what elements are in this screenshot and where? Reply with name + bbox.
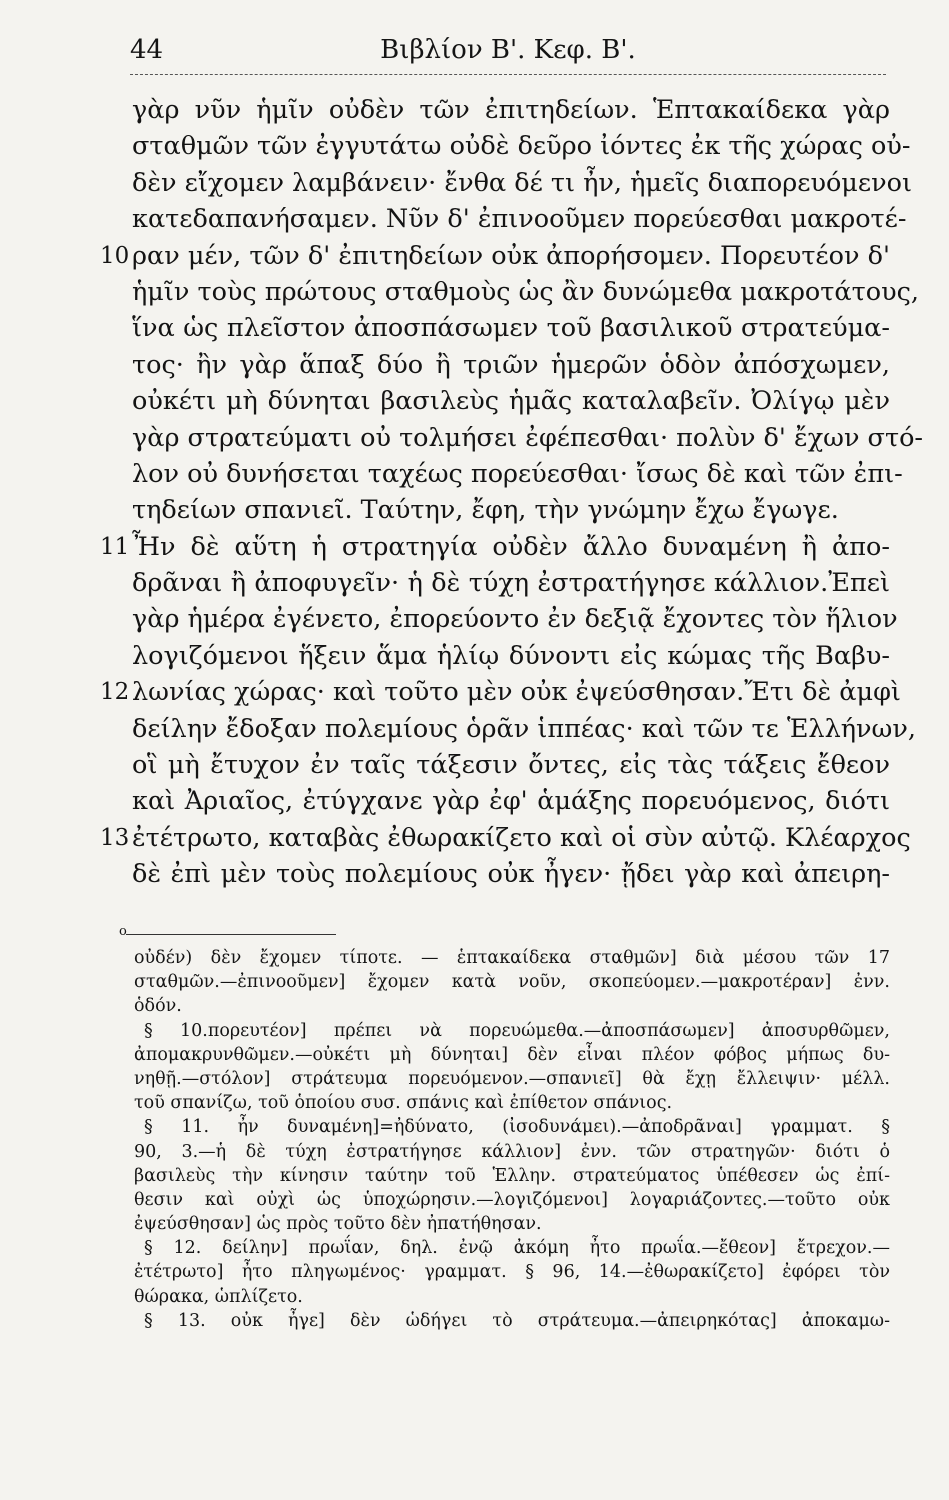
text-line: ραν μέν, τῶν δ' ἐπιτηδείων οὐκ ἀπορήσομεν. Πορευτέον δ'	[132, 240, 890, 271]
note-line: θώρακα, ὡπλίζετο.	[134, 1286, 303, 1307]
section-number: 11	[100, 533, 130, 560]
note-line: βασιλεὺς τὴν κίνησιν ταύτην τοῦ Ἑλλην. στρατεύματος ὑπέθεσεν ὡς ἐπί-	[134, 1165, 890, 1186]
text-line: λογιζόμενοι ἥξειν ἅμα ἡλίῳ δύνοντι εἰς κώμας τῆς Βαβυ-	[132, 640, 890, 671]
text-line: γὰρ στρατεύματι οὐ τολμήσει ἐφέπεσθαι· πολὺν δ' ἔχων στό-	[132, 422, 924, 453]
text-line: οὐκέτι μὴ δύνηται βασιλεὺς ἡμᾶς καταλαβεῖν. Ὀλίγῳ μὲν	[132, 386, 890, 417]
section-number: 10	[100, 242, 130, 269]
text-line: ἐτέτρωτο, καταβὰς ἐθωρακίζετο καὶ οἱ σὺν αὐτῷ. Κλέαρχος	[132, 822, 911, 853]
note-line: ὁδόν.	[134, 996, 182, 1017]
note-line: § 11. ἦν δυναμένη]=ἠδύνατο, (ἰσοδυνάμει).—ἀποδρᾶναι] γραμματ. §	[144, 1117, 890, 1138]
note-line: νηθῇ.—στόλον] στράτευμα πορευόμενον.—σπανιεῖ] θὰ ἔχῃ ἔλλειψιν· μέλλ.	[134, 1068, 890, 1089]
text-line: τος· ἢν γὰρ ἅπαξ δύο ἢ τριῶν ἡμερῶν ὁδὸν ἀπόσχωμεν,	[132, 349, 890, 380]
text-line: δείλην ἔδοξαν πολεμίους ὁρᾶν ἱππέας· καὶ τῶν τε Ἑλλήνων,	[132, 713, 916, 744]
note-line: § 10.πορευτέον] πρέπει νὰ πορευώμεθα.—ἀποσπάσωμεν] ἀποσυρθῶμεν,	[144, 1020, 890, 1041]
text-line: οἳ μὴ ἔτυχον ἐν ταῖς τάξεσιν ὄντες, εἰς τὰς τάξεις ἔθεον	[132, 750, 890, 781]
text-line: Ἦν δὲ αὕτη ἡ στρατηγία οὐδὲν ἄλλο δυναμένη ἢ ἀπο-	[132, 531, 890, 562]
header-rule	[130, 74, 886, 75]
section-number: 13	[100, 825, 130, 851]
note-line: θεσιν καὶ οὐχὶ ὡς ὑποχώρησιν.—λογιζόμενοι] λογαριάζοντες.—τοῦτο οὐκ	[134, 1189, 890, 1210]
note-line: § 12. δείλην] πρωΐαν, δηλ. ἐνῷ ἀκόμη ἦτο πρωΐα.—ἔθεον] ἔτρεχον.—	[144, 1238, 890, 1259]
text-line: λον οὐ δυνήσεται ταχέως πορεύεσθαι· ἴσως δὲ καὶ τῶν ἐπι-	[132, 458, 903, 489]
text-line: ἡμῖν τοὺς πρώτους σταθμοὺς ὡς ἂν δυνώμεθα μακροτάτους,	[132, 276, 919, 307]
page-number: 44	[130, 35, 164, 65]
text-line: τηδείων σπανιεῖ. Ταύτην, ἔφη, τὴν γνώμην ἔχω ἔγωγε.	[132, 495, 839, 526]
text-line: σταθμῶν τῶν ἐγγυτάτω οὐδὲ δεῦρο ἰόντες ἐκ τῆς χώρας οὐ-	[132, 131, 911, 162]
text-line: λωνίας χώρας· καὶ τοῦτο μὲν οὐκ ἐψεύσθησαν.Ἔτι δὲ ἀμφὶ	[132, 677, 901, 708]
note-line: οὐδέν) δὲν ἔχομεν τίποτε. — ἑπτακαίδεκα σταθμῶν] διὰ μέσου τῶν 17	[134, 948, 890, 968]
text-line: κατεδαπανήσαμεν. Νῦν δ' ἐπινοοῦμεν πορεύεσθαι μακροτέ-	[132, 204, 907, 235]
text-line: γὰρ ἡμέρα ἐγένετο, ἐπορεύοντο ἐν δεξιᾷ ἔχοντες τὸν ἥλιον	[132, 604, 898, 635]
notes-rule	[126, 934, 336, 935]
running-head	[130, 30, 886, 70]
footnotes	[134, 946, 890, 1333]
text-line: δρᾶναι ἢ ἀποφυγεῖν· ἡ δὲ τύχη ἐστρατήγησε κάλλιον.Ἐπεὶ	[132, 568, 890, 599]
notes-mark: o	[119, 924, 127, 939]
note-line: 90, 3.—ἡ δὲ τύχη ἐστρατήγησε κάλλιον] ἐνν. τῶν στρατηγῶν· διότι ὁ	[134, 1141, 890, 1162]
note-line: ἐτέτρωτο] ἦτο πληγωμένος· γραμματ. § 96, 14.—ἐθωρακίζετο] ἐφόρει τὸν	[134, 1262, 890, 1283]
text-line: δὲν εἴχομεν λαμβάνειν· ἔνθα δέ τι ἦν, ἡμεῖς διαπορευόμενοι	[132, 167, 912, 198]
note-line: σταθμῶν.—ἐπινοοῦμεν] ἔχομεν κατὰ νοῦν, σκοπεύομεν.—μακροτέραν] ἐνν.	[134, 972, 890, 993]
text-line: ἵνα ὡς πλεῖστον ἀποσπάσωμεν τοῦ βασιλικοῦ στρατεύμα-	[132, 313, 890, 344]
text-line: δὲ ἐπὶ μὲν τοὺς πολεμίους οὐκ ἦγεν· ᾔδει γὰρ καὶ ἀπειρη-	[132, 859, 890, 890]
text-line: γὰρ νῦν ἡμῖν οὐδὲν τῶν ἐπιτηδείων. Ἑπτακαίδεκα γὰρ	[132, 95, 890, 125]
note-line: ἐψεύσθησαν] ὡς πρὸς τοῦτο δὲν ἠπατήθησαν.	[134, 1214, 542, 1235]
note-line: § 13. οὐκ ἦγε] δὲν ὡδήγει τὸ στράτευμα.—ἀπειρηκότας] ἀποκαμω-	[144, 1310, 890, 1331]
note-line: ἀπομακρυνθῶμεν.—οὐκέτι μὴ δύνηται] δὲν εἶναι πλέον φόβος μήπως δυ-	[134, 1044, 890, 1065]
note-line: τοῦ σπανίζω, τοῦ ὁποίου συσ. σπάνις καὶ ἐπίθετον σπάνιος.	[134, 1093, 673, 1114]
section-number: 12	[100, 679, 130, 706]
header-title: Βιβλίον Β'. Κεφ. Β'.	[380, 35, 636, 65]
text-line: καὶ Ἀριαῖος, ἐτύγχανε γὰρ ἐφ' ἁμάξης πορευόμενος, διότι	[132, 786, 890, 817]
main-text	[132, 92, 924, 893]
